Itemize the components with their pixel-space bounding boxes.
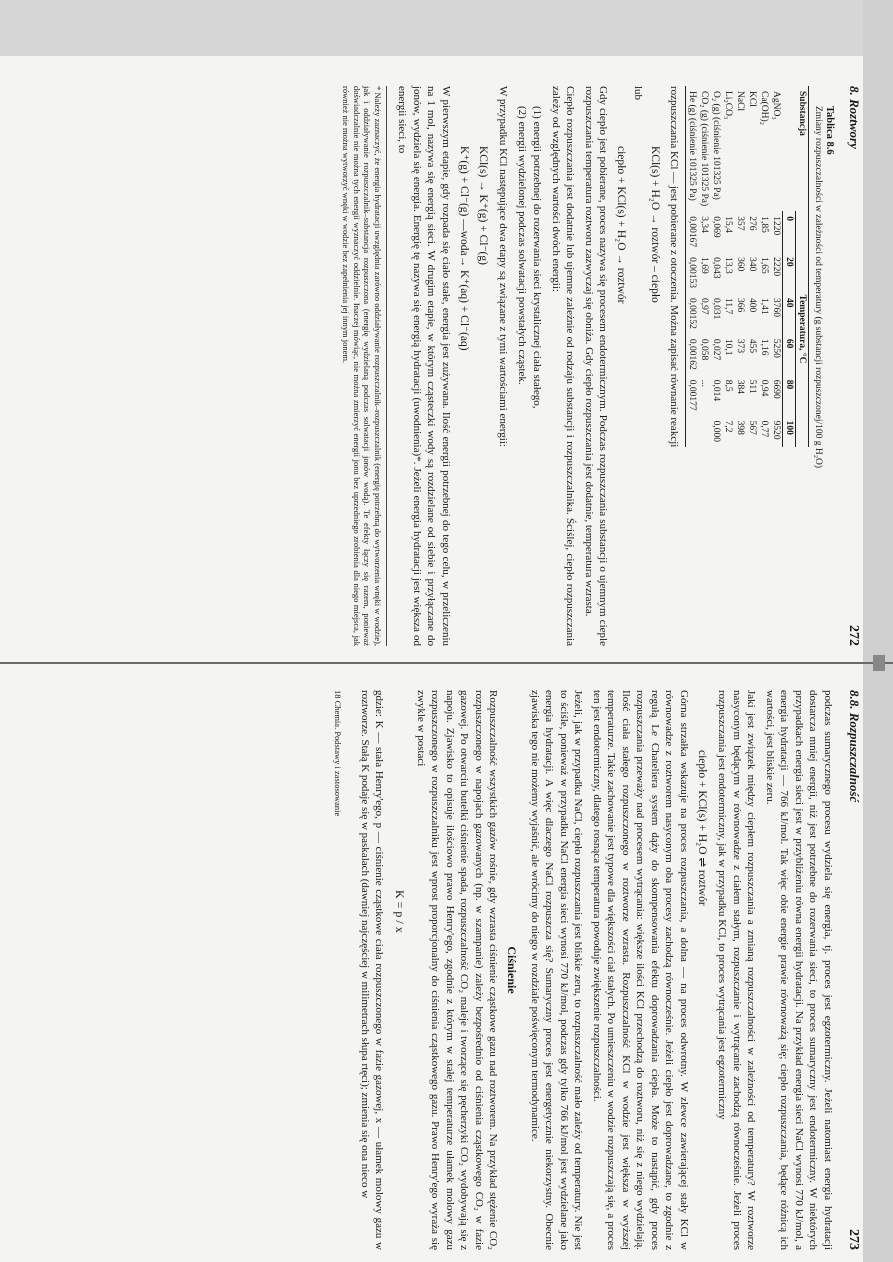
table-cell [698, 416, 710, 447]
scan-margin-right [863, 0, 893, 1262]
table-cell: 0,031 [711, 297, 721, 320]
table-cell: 0,000 [711, 420, 721, 442]
table-cell: 6690 [771, 379, 781, 399]
column-header: 60 [783, 334, 796, 375]
table-cell: ... [699, 379, 709, 387]
paragraph: Górna strzałka wskazuje na proces rozpuszczania, a dolna — na proces odwrotny. W zlewce zawierającej stały KCl w równowadze z roztworem nasyconym oba procesy zachodzą równocześnie. Jeżeli ciepło jest doprowadzane, to zgodnie z regułą Le Chateliera system dąży do skompensowania efektu doprowadzania ciepła. Może to nastąpić, gdy proces rozpuszczania przeważy nad procesem wytrącania: większe ilości KCl przechodzą do roztworu, niż się z niego wydzielają. Ilość ciała stałego rozpuszczonego w roztworze wzrasta. Rozpuszczalność KCl w wodzie jest większa w wyższej temperaturze. Takie zachowanie jest typowe dla większości ciał stałych. Po umieszczeniu w wodzie rozpuszczają się, a proces ten jest endotermiczny, dlatego rosnąca temperatura powoduje zwiększenie rozpuszczalności. [590, 690, 690, 1250]
section-heading: Ciśnienie [505, 946, 520, 994]
table-cell: KCl [747, 91, 757, 107]
solubility-table [685, 86, 809, 447]
table-cell: 0,00153 [686, 252, 699, 293]
table-cell: CO₂ (g) (ciśnienie 101325 Pa) [699, 91, 709, 207]
paragraph: Ciepło rozpuszczania jest dodatnie lub ujemne zależnie od rodzaju substancji i rozpuszczalnika. Ściślej, ciepło rozpuszczania zależy od względnych wartości dwóch energii: [549, 86, 577, 646]
table-cell: 15,4 [723, 216, 733, 233]
table-cell: 13,3 [723, 257, 733, 274]
page-number: 273 [846, 1229, 861, 1250]
paragraph: Gdy ciepło jest pobierane, proces nazywa się procesem endotermicznym. Podczas rozpuszczania substancji o ujemnym cieple rozpuszczania temperatura roztworu zazwyczaj się obniża. Gdy ciepło rozpuszczania jest dodatnie, temperatura wzrasta. [582, 86, 610, 646]
table-cell: 1,16 [759, 338, 769, 356]
table-cell: 567 [747, 420, 757, 435]
table-cell: 340 [747, 257, 757, 272]
column-header: 20 [783, 252, 796, 293]
equation: KCl(s) + H₂O → roztwór – ciepło [649, 146, 662, 303]
table-cell: 10,1 [723, 338, 733, 356]
paragraph: Rozpuszczalność wszystkich gazów rośnie, gdy wzrasta ciśnienie cząstkowe gazu nad roztworem. Na przykład stężenie CO₂ rozpuszczonego w napojach gazowanych (np. w szampanie) zależy bezpośrednio od ciśnienia cząstkowego CO₂ w fazie gazowej. Po otwarciu butelki ciśnienie spada, rozpuszczalność CO₂ maleje i tworzące się pęcherzyki CO₂ wydobywają się z napoju. Zjawisko to opisuje ilościowo prawo Henry'ego, zgodnie z którym w stałej temperaturze ułamek molowy gazu rozpuszczonego w rozpuszczalniku jest wprost proporcjonalny do ciśnienia cząstkowego gazu. Prawo Henry'ego wyraża się zwykle w postaci [414, 690, 500, 1250]
table-cell: 0,00167 [686, 211, 699, 252]
table-cell: 11,7 [723, 297, 733, 315]
table-cell: O₂ (g) (ciśnienie 101325 Pa) [711, 91, 721, 200]
table-cell: 400 [747, 297, 757, 313]
paragraph: rozpuszczania KCl — jest pobierane z otoczenia. Można zapisać równanie reakcji [668, 86, 680, 448]
page-273 [122, 690, 862, 1250]
table-cell: 0,77 [759, 420, 769, 438]
list-item: (2) energii wydzielonej podczas solwatacji powstałych cząstek. [515, 106, 528, 385]
table-cell: 0,027 [711, 338, 721, 361]
table-cell: 1,69 [699, 257, 709, 274]
column-header: 100 [783, 416, 796, 447]
table-row [686, 86, 699, 447]
table-cell [686, 416, 699, 447]
table-cell: 1,41 [759, 297, 769, 315]
table-cell: 455 [747, 338, 757, 354]
table-cell: 0,00152 [686, 293, 699, 334]
page-fold-line [0, 662, 893, 664]
scan-margin-top [0, 0, 893, 56]
table-row [698, 86, 710, 447]
table-cell: 511 [747, 379, 757, 394]
table-cell: 0,97 [699, 297, 709, 315]
page-header [845, 690, 862, 1250]
table-cell: 0,043 [711, 257, 721, 279]
table-row [770, 86, 783, 447]
table-row [758, 86, 770, 447]
table-row [722, 86, 734, 447]
table-cell: He (g) (ciśnienie 101325 Pa) [686, 86, 699, 211]
table-cell: 0,00162 [686, 334, 699, 375]
equation: KCl(s) → K⁺(g) + Cl⁻(g) [476, 146, 489, 265]
list-item: (1) energii potrzebnej do rozerwania sieci krystalicznej ciała stałego, [531, 106, 544, 409]
table-cell: AgNO₃ [771, 91, 782, 120]
table-cell: Li₂CO₃ [723, 91, 733, 120]
table-cell: 8,5 [723, 379, 733, 392]
table-cell: NaCl [735, 91, 745, 112]
table-cell: 0,069 [711, 216, 721, 238]
page-number: 272 [846, 625, 861, 646]
chapter-title: 8. Roztwory [847, 86, 862, 149]
table-row [746, 86, 758, 447]
table-cell: 2220 [771, 257, 781, 277]
table-cell: Ca(OH)₂ [759, 91, 769, 125]
column-group-temperature: Temperatura, °C [796, 211, 809, 447]
table-cell: 0,94 [759, 379, 769, 397]
equation: K⁺(g) + Cl⁻(g) —woda→ K⁺(aq) + Cl⁻(aq) [457, 146, 470, 351]
page-272 [122, 86, 862, 646]
table-cell: 398 [735, 420, 745, 435]
column-header: 40 [783, 293, 796, 334]
table-caption: Zmiany rozpuszczalności w zależności od temperatury (g substancji rozpuszczonej/100 g H₂O) [813, 106, 823, 469]
table-row [710, 86, 722, 447]
table-cell: 0,014 [711, 379, 721, 402]
paragraph: W pierwszym etapie, gdy rozpada się ciało stałe, energia jest zużywana. Ilość energii potrzebnej do tego celu, w przeliczeniu na 1 mol, nazywa się energią sieci. W drugim etapie, w którym cząsteczki wody są rozdzielane od siebie i przyłączane do jonów, wydziela się energia. Energię tę nazywa się energią hydratacji (uwodnienia)*. Jeżeli energia hydratacji jest większa od energii sieci, to [396, 86, 452, 646]
column-header-substance: Substancja [783, 86, 809, 211]
table-title: Tablica 8.6 [824, 106, 835, 155]
table-cell: 366 [735, 297, 745, 313]
paragraph: W przypadku KCl następujące dwa etapy są związane z tymi wartościami energii: [497, 86, 510, 447]
table-cell: 1,65 [759, 257, 769, 274]
connector-text: lub [632, 86, 645, 101]
equation: K = p / x [393, 890, 408, 933]
equation: ciepło + KCl(s) + H₂O → roztwór [615, 146, 628, 304]
paragraph: Jaki jest związek między ciepłem rozpuszczania a zmianą rozpuszczalności w zależności od temperatury? W roztworze nasyconym będącym w równowadze z ciałem stałym, rozpuszczanie i wytrącanie zachodzą równocześnie. Jeżeli proces rozpuszczania jest endotermiczny, jak w przypadku KCl, to proces wytrącania jest egzotermiczny [716, 690, 758, 1250]
paragraph: Jeżeli, jak w przypadku NaCl, ciepło rozpuszczania jest bliskie zeru, to rozpuszczalność mało zależy od temperatury. Nie jest to ściśle, ponieważ w przypadku NaCl energia sieci wynosi 770 kJ/mol, podczas gdy tylko 766 kJ/mol jest wydzielane jako energia hydratacji. A więc dlaczego NaCl rozpuszcza się? Sumaryczny proces jest energetycznie niekorzystny. Obecnie zjawiska tego nie możemy wyjaśnić, ale wrócimy do niego w rozdziale poświęconym termodynamice. [528, 690, 585, 1250]
paragraph: podczas sumarycznego procesu wydziela się energia, tj. proces jest egzotermiczny. Jeżeli natomiast energia hydratacji dostarcza mniej energii, niż jest potrzebne do rozerwania sieci, to proces sumaryczny jest endotermiczny. W niektórych przypadkach energia sieci jest w przybliżeniu równa energii hydratacji. Na przykład energia sieci NaCl wynosi 770 kJ/mol, a energia hydratacji — 766 kJ/mol. Tak więc obie energie prawie równoważą się; ciepło rozpuszczania, będące różnicą ich wartości, jest bliskie zeru. [763, 690, 834, 1250]
column-header: 0 [783, 211, 796, 252]
table-cell: 360 [735, 257, 745, 272]
table-cell: 0,00177 [686, 375, 699, 416]
table-cell: 0,058 [699, 338, 709, 361]
table-cell: 1,85 [759, 216, 769, 233]
equation: ciepło + KCl(s) + H₂O ⇌ roztwór [695, 750, 708, 906]
table-cell: 7,2 [723, 420, 733, 433]
table-cell: 3760 [771, 297, 781, 317]
binding-mark [873, 655, 885, 671]
table-cell: 3,34 [699, 216, 709, 233]
table-cell: 276 [747, 216, 757, 231]
paragraph: gdzie: K — stała Henry'ego, p — ciśnienie cząstkowe ciała rozpuszczonego w fazie gazowej, x — ułamek molowy gazu w roztworze. Stałą K podaje się w paskalach (dawniej najczęściej w milimetrach słupa rtęci); zmienia się ona nieco w [358, 690, 386, 1250]
column-header: 80 [783, 375, 796, 416]
table-cell: 5250 [771, 338, 781, 358]
table-cell: 9520 [771, 420, 781, 440]
table-cell: 384 [735, 379, 745, 394]
table-row [734, 86, 746, 447]
footnote: * Należy zaznaczyć, że energia hydratacji uwzględnia zarówno oddziaływanie rozpuszczalnik–rozpuszczalnik (energię potrzebną do wytworzenia wnęki w wodzie), jak i oddziaływanie rozpuszczalnik–substancja rozpuszczona (energię wydzielaną podczas solwatacji jonów wodą). Te efekty łączy się razem, ponieważ doświadczalnie nie można tych energii wyznaczyć oddzielnie. Inaczej mówiąc, nie można zmierzyć energii jonu bez uprzedniego zrobienia dla niego miejsca, jak również nie można wytworzyć wnęki w wodzie bez zapełnienia jej innym jonem. [340, 86, 387, 646]
page-footer-note: 18 Chemia. Podstawy i zastosowanie [333, 690, 344, 817]
page-header [845, 86, 862, 646]
table-cell: 1220 [771, 216, 781, 236]
table-cell: 373 [735, 338, 745, 354]
chapter-title: 8.8. Rozpuszczalność [847, 690, 862, 803]
table-cell: 357 [735, 216, 745, 231]
